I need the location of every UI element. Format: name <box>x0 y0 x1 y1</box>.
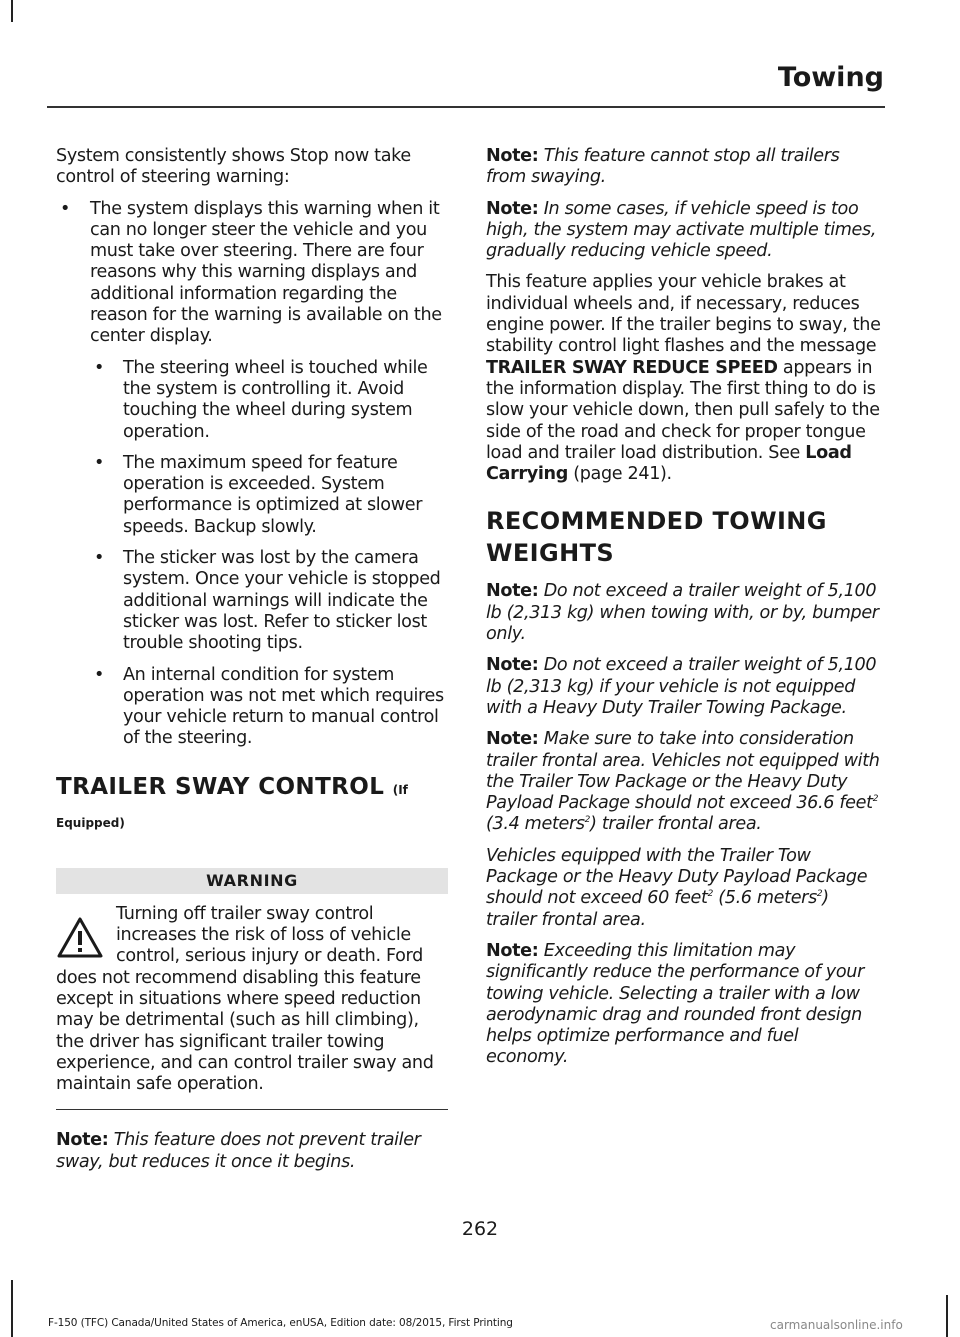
list-item: • The steering wheel is touched while the system is controlling it. Avoid touching the wheel during system operation. <box>90 358 448 443</box>
note-paragraph <box>486 199 882 263</box>
note-text: Do not exceed a trailer weight of 5,100 lb (2,313 kg) when towing with, or by, bumper only. <box>486 581 879 645</box>
note-text-part: Make sure to take into consideration trailer frontal area. Vehicles not equipped with the Trailer Tow Package or the Heavy Duty Payload Package should not exceed 36.6 feet <box>486 729 880 814</box>
superscript: 2 <box>816 889 823 900</box>
crop-mark-bottom-left <box>11 1280 13 1337</box>
text-part: ) trailer frontal area. <box>486 888 829 930</box>
header-rule <box>47 106 885 108</box>
watermark: carmanualsonline.info <box>770 1318 903 1332</box>
note-label: Note: <box>486 581 539 602</box>
section-title-trailer-sway <box>56 772 448 838</box>
warning-banner: WARNING <box>56 868 448 894</box>
note-text: Exceeding this limitation may significantly reduce the performance of your towing vehicle. Selecting a trailer with a low aerodynamic drag and rounded front design helps optimize performance and fuel economy. <box>486 940 864 1068</box>
superscript: 2 <box>872 794 879 805</box>
note-text: Do not exceed a trailer weight of 5,100 lb (2,313 kg) if your vehicle is not equipped with a Heavy Duty Trailer Towing Package. <box>486 655 877 718</box>
body-paragraph <box>486 272 882 485</box>
note-text: This feature cannot stop all trailers from swaying. <box>486 146 840 188</box>
warning-reasons-list <box>56 199 448 750</box>
warning-text: Turning off trailer sway control increases the risk of loss of vehicle control, serious injury or death. Ford does not recommend disabling this feature except in situations where speed reduction may be detrimental (such as hill climbing), the driver has significant trailer towing experience, and can control trailer sway and maintain safe operation. <box>56 903 434 1095</box>
italic-paragraph <box>486 846 882 931</box>
note-text <box>486 729 880 834</box>
note-text: This feature does not prevent trailer sway, but reduces it once it begins. <box>56 1130 421 1172</box>
note-paragraph <box>486 941 882 1069</box>
section-title-text: TRAILER SWAY CONTROL <box>56 773 385 800</box>
right-column <box>486 146 882 1079</box>
note-paragraph <box>486 146 882 189</box>
intro-paragraph: System consistently shows Stop now take control of steering warning: <box>56 146 411 188</box>
note-label: Note: <box>56 1130 109 1151</box>
note-label: Note: <box>486 146 539 166</box>
note-label: Note: <box>486 655 539 676</box>
body-text: This feature applies your vehicle brakes at individual wheels and, if necessary, reduces engine power. If the trailer begins to sway, the stability control light flashes and the message <box>486 272 881 357</box>
section-title-towing-weights: RECOMMENDED TOWING WEIGHTS <box>486 507 827 568</box>
list-item <box>56 199 448 750</box>
note-label: Note: <box>486 940 539 961</box>
list-item: • The maximum speed for feature operation is exceeded. System performance is optimized at slower speeds. Backup slowly. <box>90 453 448 538</box>
note-text-part: ) trailer frontal area. <box>590 814 762 835</box>
note-text-part: (3.4 meters <box>486 814 585 835</box>
list-item: • An internal condition for system operation was not met which requires your vehicle return to manual control of the steering. <box>90 665 448 750</box>
display-message: TRAILER SWAY REDUCE SPEED <box>486 357 778 378</box>
note-paragraph <box>486 581 882 645</box>
bullet-text: The system displays this warning when it can no longer steer the vehicle and you must take over steering. There are four reasons why this warning displays and additional information regarding the reason for the warning is available on the center display. <box>90 198 442 347</box>
superscript: 2 <box>707 889 713 900</box>
warning-triangle-icon <box>56 916 104 960</box>
note-paragraph <box>486 655 882 719</box>
crop-mark-bottom-right <box>946 1295 948 1337</box>
note-paragraph <box>56 1130 448 1173</box>
list-item: • The sticker was lost by the camera system. Once your vehicle is stopped additional warnings will indicate the sticker was lost. Refer to sticker lost trouble shooting tips. <box>90 548 448 654</box>
paragraph-text <box>486 846 867 930</box>
page-header-title: Towing <box>777 62 884 93</box>
sub-list <box>90 358 448 750</box>
cross-reference-link[interactable]: Load Carrying <box>486 442 852 485</box>
note-label: Note: <box>486 729 539 750</box>
page-number: 262 <box>461 1218 499 1240</box>
text-part: (5.6 meters <box>712 888 817 909</box>
superscript: 2 <box>584 815 591 826</box>
body-text: appears in the information display. The first thing to do is slow your vehicle down, then pull safely to the side of the road and check for proper tongue load and trailer load distribution. See <box>486 357 880 463</box>
note-label: Note: <box>486 198 539 219</box>
left-column <box>56 146 448 1183</box>
note-paragraph <box>486 729 882 835</box>
section-qualifier: (If Equipped) <box>56 782 408 830</box>
footer-edition-info: F-150 (TFC) Canada/United States of America, enUSA, Edition date: 08/2015, First Printing <box>48 1317 513 1329</box>
warning-block <box>56 904 448 1111</box>
text-part: Vehicles equipped with the Trailer Tow Package or the Heavy Duty Payload Package should not exceed 60 feet <box>486 845 868 909</box>
crop-mark-top-left <box>11 0 13 22</box>
cross-reference-page: (page 241). <box>573 464 672 485</box>
note-text: In some cases, if vehicle speed is too high, the system may activate multiple times, gradually reducing vehicle speed. <box>486 198 877 262</box>
